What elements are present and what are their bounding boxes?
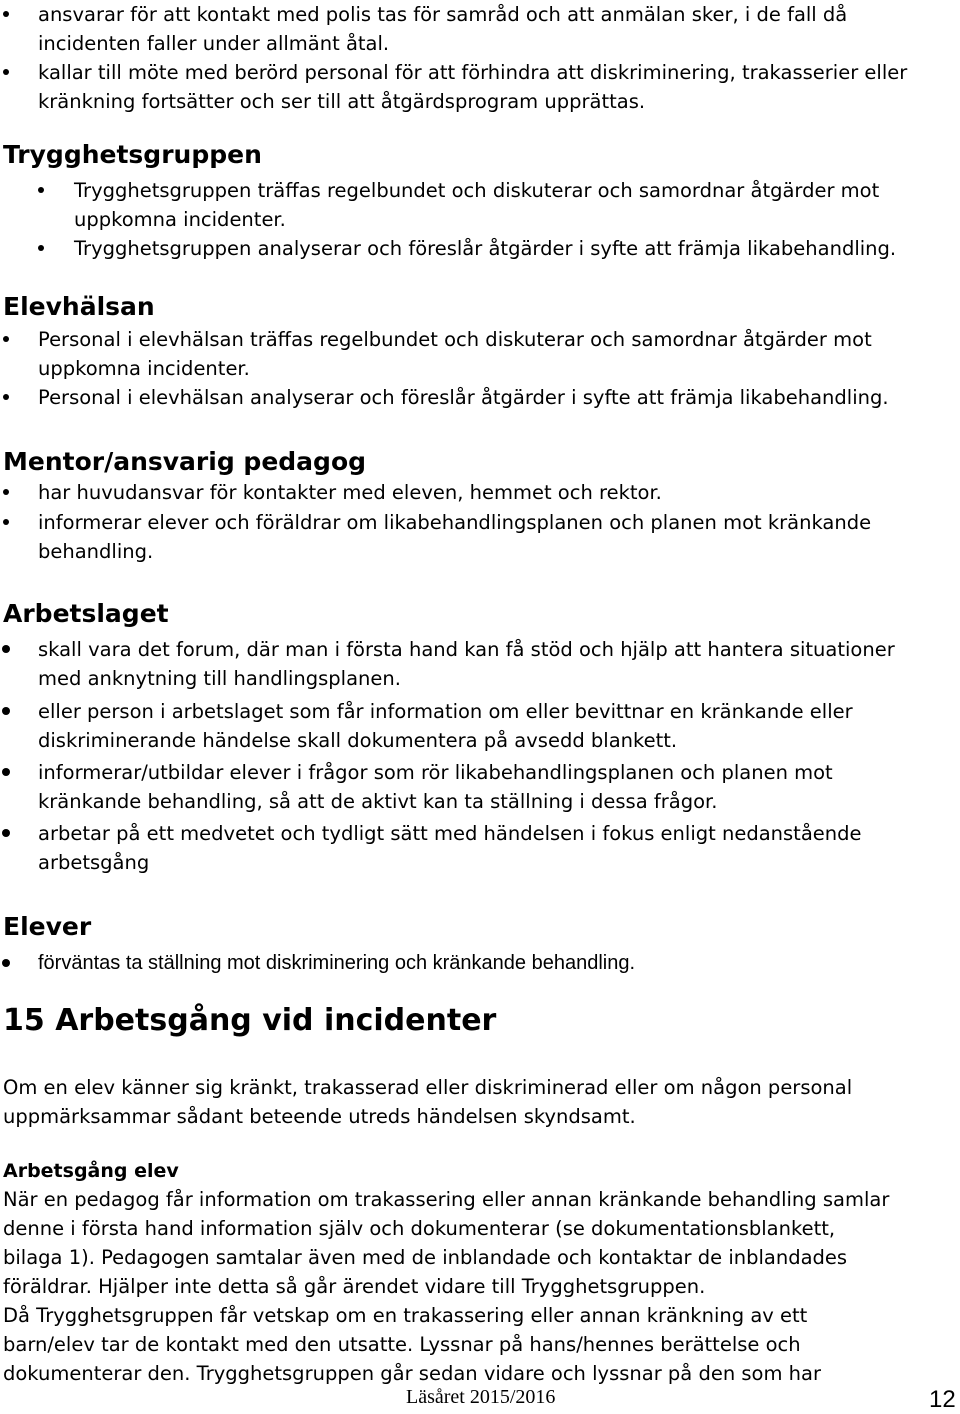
paragraph-line: Om en elev känner sig kränkt, trakasserad eller diskriminerad eller om någon personal	[3, 1076, 853, 1099]
arbetslaget-list	[0, 635, 920, 877]
bullet-icon	[3, 69, 9, 75]
list-item	[0, 697, 920, 758]
section-title-elever: Elever	[3, 912, 92, 941]
paragraph-line: denne i första hand information själv och dokumenterar (se dokumentationsblankett,	[3, 1217, 836, 1240]
list-item	[0, 819, 920, 877]
bullet-icon	[38, 187, 44, 193]
list-item	[0, 383, 940, 412]
section-title-15: 15 Arbetsgång vid incidenter	[3, 1003, 497, 1038]
paragraph-line: När en pedagog får information om trakassering eller annan kränkande behandling samlar	[3, 1188, 890, 1211]
list-item-text: har huvudansvar för kontakter med eleven, hemmet och rektor.	[38, 481, 662, 504]
elevhalsan-list	[0, 325, 940, 412]
list-item-text: Trygghetsgruppen analyserar och föreslår åtgärder i syfte att främja likabehandling.	[74, 237, 897, 260]
bullet-icon	[2, 645, 10, 653]
intro-list	[0, 0, 930, 116]
mentor-list	[0, 478, 935, 566]
subheading-arbetsgang-elev: Arbetsgång elev	[3, 1160, 179, 1182]
bullet-icon	[3, 336, 9, 342]
paragraph-line: bilaga 1). Pedagogen samtalar även med de inblandade och kontaktar de inblandades	[3, 1246, 848, 1269]
list-item-text: arbetar på ett medvetet och tydligt sätt med händelsen i fokus enligt nedanstående arbetsgång	[38, 822, 862, 874]
list-item-text: Personal i elevhälsan träffas regelbundet och diskuterar och samordnar åtgärder mot uppkomna incidenter.	[38, 328, 872, 380]
section15-intro-paragraph	[3, 1073, 943, 1131]
bullet-icon	[3, 519, 9, 525]
list-item-text: ansvarar för att kontakt med polis tas för samråd och att anmälan sker, i de fall då incidenten faller under allmänt åtal.	[38, 3, 848, 55]
bullet-icon	[2, 959, 10, 967]
list-item-text: kallar till möte med berörd personal för att förhindra att diskriminering, trakasserier eller kränkning fortsätter och ser till att åtgärdsprogram upprättas.	[38, 61, 908, 113]
section-title-trygghetsgruppen: Trygghetsgruppen	[3, 140, 262, 169]
list-item	[0, 234, 945, 263]
bullet-icon	[3, 11, 9, 17]
bullet-icon	[38, 245, 44, 251]
section-title-elevhalsan: Elevhälsan	[3, 292, 155, 321]
trygghetsgruppen-list	[0, 176, 945, 263]
paragraph-line: barn/elev tar de kontakt med den utsatte. Lyssnar på hans/hennes berättelse och	[3, 1333, 801, 1356]
list-item	[0, 949, 930, 978]
bullet-icon	[2, 768, 10, 776]
list-item	[0, 635, 920, 697]
list-item-text: informerar/utbildar elever i frågor som rör likabehandlingsplanen och planen mot kränkande behandling, så att de aktivt kan ta ställning i dessa frågor.	[38, 761, 833, 813]
bullet-icon	[2, 829, 10, 837]
list-item	[0, 176, 945, 234]
list-item-text: eller person i arbetslaget som får information om eller bevittnar en kränkande eller diskriminerande händelse skall dokumentera på avsedd blankett.	[38, 700, 853, 752]
section15-body-paragraph	[3, 1185, 953, 1388]
list-item-text: förväntas ta ställning mot diskriminering och kränkande behandling.	[38, 952, 636, 974]
paragraph-line: dokumenterar den. Trygghetsgruppen går sedan vidare och lyssnar på den som har	[3, 1362, 821, 1385]
footer-school-year: Läsåret 2015/2016	[406, 1386, 556, 1408]
list-item	[0, 58, 930, 116]
page-number: 12	[929, 1386, 956, 1413]
list-item	[0, 758, 920, 819]
bullet-icon	[2, 707, 10, 715]
paragraph-line: Då Trygghetsgruppen får vetskap om en trakassering eller annan kränkning av ett	[3, 1304, 808, 1327]
paragraph-line: föräldrar. Hjälper inte detta så går ärendet vidare till Trygghetsgruppen.	[3, 1275, 706, 1298]
list-item	[0, 478, 935, 508]
bullet-icon	[3, 489, 9, 495]
list-item-text: skall vara det forum, där man i första hand kan få stöd och hjälp att hantera situationer med anknytning till handlingsplanen.	[38, 638, 895, 690]
list-item	[0, 508, 935, 566]
bullet-icon	[3, 394, 9, 400]
list-item-text: informerar elever och föräldrar om likabehandlingsplanen och planen mot kränkande behandling.	[38, 511, 872, 563]
elever-list	[0, 949, 930, 978]
list-item-text: Personal i elevhälsan analyserar och föreslår åtgärder i syfte att främja likabehandling.	[38, 386, 889, 409]
list-item	[0, 0, 930, 58]
list-item	[0, 325, 940, 383]
section-title-arbetslaget: Arbetslaget	[3, 599, 169, 628]
list-item-text: Trygghetsgruppen träffas regelbundet och diskuterar och samordnar åtgärder mot uppkomna incidenter.	[74, 179, 880, 231]
paragraph-line: uppmärksammar sådant beteende utreds händelsen skyndsamt.	[3, 1105, 636, 1128]
section-title-mentor: Mentor/ansvarig pedagog	[3, 447, 367, 476]
